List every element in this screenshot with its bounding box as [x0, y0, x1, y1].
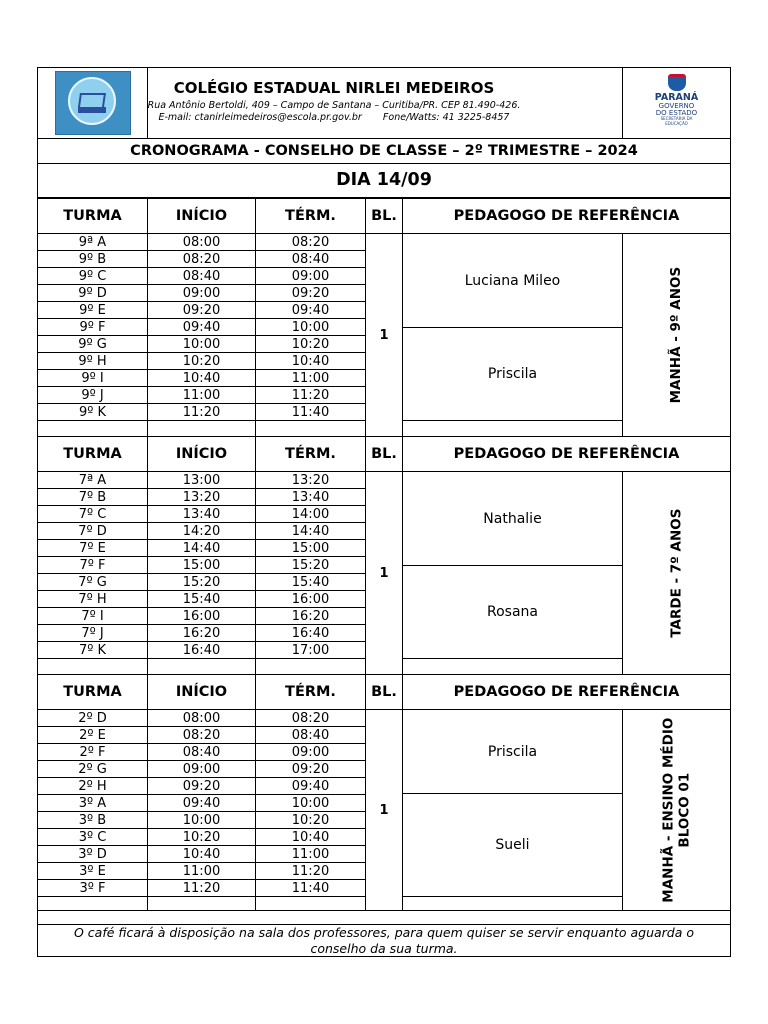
column-header-turma: TURMA [37, 198, 148, 234]
turma-cell: 9º B [37, 250, 148, 268]
inicio-cell: 13:20 [147, 488, 256, 506]
block-cell: 1 [365, 709, 403, 911]
inicio-cell: 09:00 [147, 284, 256, 302]
empty-cell [37, 896, 148, 911]
column-header-bl: BL. [365, 436, 403, 472]
shift-label-line: MANHÃ - ENSINO MÉDIO [660, 717, 677, 903]
inicio-cell: 10:40 [147, 369, 256, 387]
pedagogue-cell: Rosana [402, 565, 623, 659]
inicio-cell: 09:40 [147, 794, 256, 812]
day-label: DIA 14/09 [37, 163, 731, 198]
school-name: COLÉGIO ESTADUAL NIRLEI MEDEIROS [173, 79, 495, 97]
shift-label: TARDE - 7º ANOS [668, 508, 685, 638]
inicio-cell: 16:40 [147, 641, 256, 659]
parana-crest-icon [668, 74, 686, 91]
block-cell: 1 [365, 471, 403, 675]
block-cell: 1 [365, 233, 403, 437]
inicio-cell: 09:20 [147, 777, 256, 795]
term-cell: 11:40 [255, 403, 366, 421]
term-cell: 16:40 [255, 624, 366, 642]
gov-logo-line: GOVERNO [658, 101, 695, 110]
turma-cell: 7º H [37, 590, 148, 608]
inicio-cell: 15:40 [147, 590, 256, 608]
term-cell: 10:20 [255, 335, 366, 353]
term-cell: 08:20 [255, 709, 366, 727]
inicio-cell: 08:20 [147, 250, 256, 268]
term-cell: 08:40 [255, 250, 366, 268]
inicio-cell: 08:40 [147, 267, 256, 285]
term-cell: 16:20 [255, 607, 366, 625]
column-header-turma: TURMA [37, 674, 148, 710]
turma-cell: 9º I [37, 369, 148, 387]
term-cell: 09:00 [255, 743, 366, 761]
turma-cell: 7º G [37, 573, 148, 591]
term-cell: 11:40 [255, 879, 366, 897]
turma-cell: 7ª A [37, 471, 148, 489]
column-header-inicio: INÍCIO [147, 198, 256, 234]
term-cell: 09:20 [255, 284, 366, 302]
column-header-pedagogo: PEDAGOGO DE REFERÊNCIA [402, 674, 731, 710]
column-header-term: TÉRM. [255, 436, 366, 472]
shift-label: MANHÃ - 9º ANOS [668, 266, 685, 404]
turma-cell: 3º B [37, 811, 148, 829]
turma-cell: 7º B [37, 488, 148, 506]
term-cell: 09:40 [255, 777, 366, 795]
turma-cell: 3º F [37, 879, 148, 897]
inicio-cell: 09:00 [147, 760, 256, 778]
term-cell: 16:00 [255, 590, 366, 608]
pedagogue-cell: Sueli [402, 793, 623, 897]
inicio-cell: 13:40 [147, 505, 256, 523]
term-cell: 10:00 [255, 794, 366, 812]
turma-cell: 7º E [37, 539, 148, 557]
term-cell: 09:20 [255, 760, 366, 778]
shift-label-line: BLOCO 01 [676, 772, 693, 848]
inicio-cell: 14:20 [147, 522, 256, 540]
inicio-cell: 11:00 [147, 862, 256, 880]
pedagogue-cell: Luciana Mileo [402, 233, 623, 328]
empty-cell [255, 896, 366, 911]
inicio-cell: 10:20 [147, 828, 256, 846]
gov-logo-cell [622, 67, 731, 139]
inicio-cell: 10:20 [147, 352, 256, 370]
inicio-cell: 15:00 [147, 556, 256, 574]
term-cell: 10:20 [255, 811, 366, 829]
turma-cell: 9º E [37, 301, 148, 319]
empty-cell [255, 658, 366, 675]
empty-cell [255, 420, 366, 437]
shift-label-cell [622, 709, 731, 911]
school-address: Rua Antônio Bertoldi, 409 – Campo de Santana – Curitiba/PR. CEP 81.490-426. [147, 100, 521, 111]
term-cell: 15:20 [255, 556, 366, 574]
inicio-cell: 11:00 [147, 386, 256, 404]
term-cell: 17:00 [255, 641, 366, 659]
inicio-cell: 16:20 [147, 624, 256, 642]
turma-cell: 9º C [37, 267, 148, 285]
schedule-document [37, 67, 731, 957]
gov-logo-line: SECRETARIA DA [660, 116, 693, 122]
turma-cell: 3º A [37, 794, 148, 812]
inicio-cell: 09:20 [147, 301, 256, 319]
footer-spacer [37, 910, 731, 925]
inicio-cell: 11:20 [147, 879, 256, 897]
school-logo-emblem-icon [68, 77, 116, 125]
inicio-cell: 10:40 [147, 845, 256, 863]
turma-cell: 7º C [37, 505, 148, 523]
pedagogue-cell: Priscila [402, 327, 623, 421]
empty-cell [402, 658, 623, 675]
term-cell: 08:40 [255, 726, 366, 744]
turma-cell: 9º G [37, 335, 148, 353]
turma-cell: 7º D [37, 522, 148, 540]
empty-cell [402, 896, 623, 911]
inicio-cell: 11:20 [147, 403, 256, 421]
school-logo [55, 71, 131, 135]
empty-cell [147, 420, 256, 437]
inicio-cell: 13:00 [147, 471, 256, 489]
turma-cell: 9º F [37, 318, 148, 336]
turma-cell: 2º F [37, 743, 148, 761]
turma-cell: 9ª A [37, 233, 148, 251]
shift-label [660, 717, 692, 902]
term-cell: 14:40 [255, 522, 366, 540]
document-title: CRONOGRAMA - CONSELHO DE CLASSE – 2º TRIMESTRE – 2024 [37, 138, 731, 164]
column-header-term: TÉRM. [255, 674, 366, 710]
footer-note: O café ficará à disposição na sala dos professores, para quem quiser se servir enquanto aguarda o conselho da sua turma. [37, 924, 731, 957]
turma-cell: 2º E [37, 726, 148, 744]
term-cell: 14:00 [255, 505, 366, 523]
shift-label-cell [622, 233, 731, 437]
empty-cell [147, 658, 256, 675]
turma-cell: 3º D [37, 845, 148, 863]
turma-cell: 2º D [37, 709, 148, 727]
empty-cell [37, 420, 148, 437]
column-header-inicio: INÍCIO [147, 436, 256, 472]
term-cell: 11:00 [255, 369, 366, 387]
column-header-term: TÉRM. [255, 198, 366, 234]
column-header-turma: TURMA [37, 436, 148, 472]
pedagogue-cell: Nathalie [402, 471, 623, 566]
empty-cell [37, 658, 148, 675]
turma-cell: 9º J [37, 386, 148, 404]
inicio-cell: 10:00 [147, 811, 256, 829]
column-header-inicio: INÍCIO [147, 674, 256, 710]
term-cell: 15:40 [255, 573, 366, 591]
turma-cell: 7º I [37, 607, 148, 625]
turma-cell: 3º C [37, 828, 148, 846]
gov-logo-line: DO ESTADO [655, 108, 698, 117]
term-cell: 11:20 [255, 386, 366, 404]
shift-label-cell [622, 471, 731, 675]
term-cell: 11:20 [255, 862, 366, 880]
turma-cell: 9º D [37, 284, 148, 302]
term-cell: 10:40 [255, 828, 366, 846]
term-cell: 13:20 [255, 471, 366, 489]
term-cell: 15:00 [255, 539, 366, 557]
school-contact: E-mail: ctanirleimedeiros@escola.pr.gov.br Fone/Watts: 41 3225-8457 [158, 112, 510, 123]
empty-cell [402, 420, 623, 437]
inicio-cell: 08:20 [147, 726, 256, 744]
gov-logo-line: EDUCAÇÃO [665, 120, 688, 126]
inicio-cell: 15:20 [147, 573, 256, 591]
turma-cell: 2º H [37, 777, 148, 795]
inicio-cell: 09:40 [147, 318, 256, 336]
turma-cell: 3º E [37, 862, 148, 880]
term-cell: 09:00 [255, 267, 366, 285]
inicio-cell: 08:40 [147, 743, 256, 761]
column-header-pedagogo: PEDAGOGO DE REFERÊNCIA [402, 198, 731, 234]
turma-cell: 9º H [37, 352, 148, 370]
term-cell: 09:40 [255, 301, 366, 319]
term-cell: 13:40 [255, 488, 366, 506]
inicio-cell: 16:00 [147, 607, 256, 625]
column-header-bl: BL. [365, 198, 403, 234]
column-header-bl: BL. [365, 674, 403, 710]
turma-cell: 7º F [37, 556, 148, 574]
turma-cell: 7º K [37, 641, 148, 659]
column-header-pedagogo: PEDAGOGO DE REFERÊNCIA [402, 436, 731, 472]
inicio-cell: 08:00 [147, 709, 256, 727]
gov-logo [647, 74, 707, 132]
pedagogue-cell: Priscila [402, 709, 623, 794]
term-cell: 10:00 [255, 318, 366, 336]
gov-logo-line: PARANÁ [654, 92, 699, 103]
inicio-cell: 10:00 [147, 335, 256, 353]
term-cell: 08:20 [255, 233, 366, 251]
inicio-cell: 08:00 [147, 233, 256, 251]
inicio-cell: 14:40 [147, 539, 256, 557]
turma-cell: 7º J [37, 624, 148, 642]
term-cell: 10:40 [255, 352, 366, 370]
turma-cell: 2º G [37, 760, 148, 778]
school-logo-cell [37, 67, 148, 139]
turma-cell: 9º K [37, 403, 148, 421]
empty-cell [147, 896, 256, 911]
term-cell: 11:00 [255, 845, 366, 863]
